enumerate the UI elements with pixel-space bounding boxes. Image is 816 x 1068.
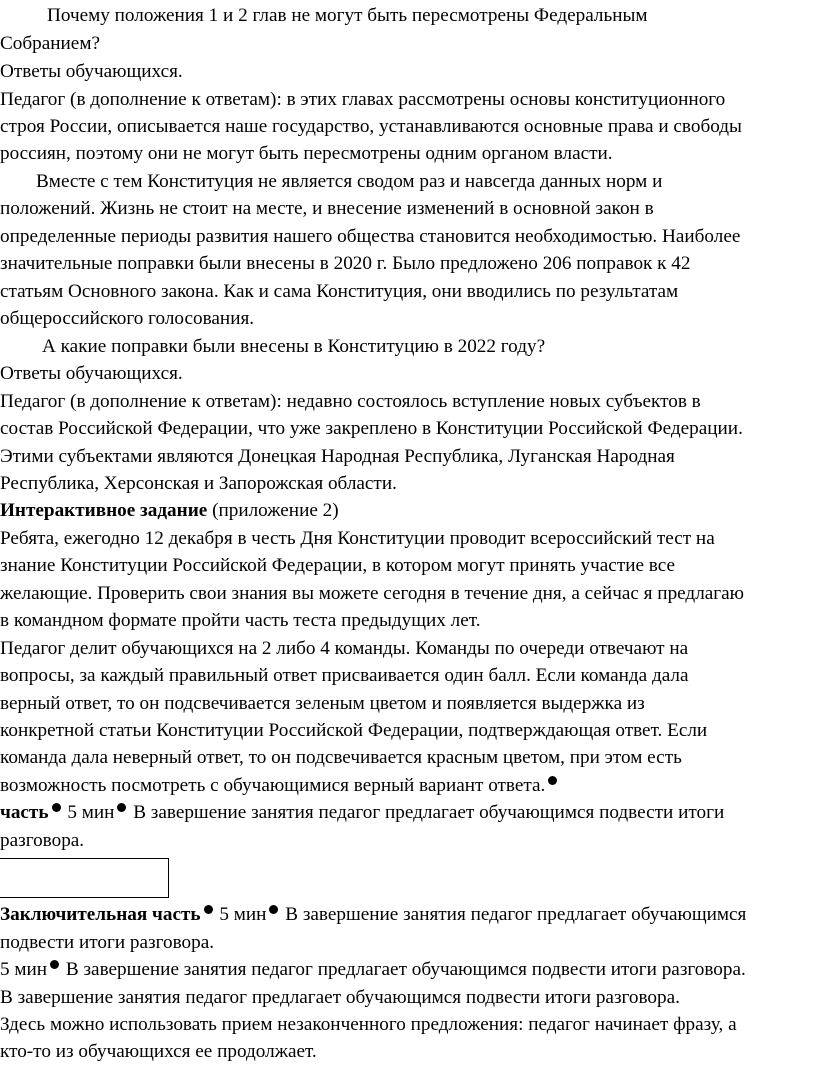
- bullet-icon: [548, 776, 557, 785]
- question-1-cont: Собранием?: [0, 33, 100, 54]
- bullet-icon: [204, 905, 213, 914]
- task-rules-line2: вопросы, за каждый правильный ответ присваивается один балл. Если команда дала: [0, 665, 689, 686]
- task-intro-line3: желающие. Проверить свои знания вы можете сегодня в течение дня, а сейчас я предлагаю: [0, 583, 745, 604]
- conclusion-title: Заключительная часть: [0, 904, 201, 925]
- student-answers-1: Ответы обучающихся.: [0, 61, 183, 82]
- unfinished-sentence-method: Здесь можно использовать прием незаконченного предложения: педагог начинает фразу, а: [0, 1014, 737, 1035]
- conclusion-fragment-2: 5 мин В завершение занятия педагог предлагает обучающимся подвести итоги разговора.: [0, 959, 746, 980]
- teacher-note-1-line3: россиян, поэтому они не могут быть пересмотрены одним органом власти.: [0, 143, 613, 164]
- task-rules-line6: возможность посмотреть с обучающимися верный вариант ответа.: [0, 772, 559, 799]
- conclusion-fragment-1-line2: разговора.: [0, 830, 85, 851]
- bullet-icon: [117, 803, 126, 812]
- task-intro-line2: знание Конституции Российской Федерации, в котором могут принять участие все: [0, 555, 676, 576]
- paragraph-amendments: Вместе с тем Конституция не является сводом раз и навсегда данных норм и: [36, 171, 663, 192]
- task-rules-line3: верный ответ, то он подсвечивается зеленым цветом и появляется выдержка из: [0, 693, 645, 714]
- bullet-icon: [269, 905, 278, 914]
- paragraph-amendments-line3: определенные периоды развития нашего общества становится необходимостью. Наиболее: [0, 226, 741, 247]
- conclusion-heading: Заключительная часть 5 мин В завершение занятия педагог предлагает обучающимся: [0, 904, 747, 925]
- task-intro: Ребята, ежегодно 12 декабря в честь Дня Конституции проводит всероссийский тест на: [0, 528, 715, 549]
- student-answers-2: Ответы обучающихся.: [0, 363, 183, 384]
- empty-table-cell: [0, 858, 169, 898]
- teacher-note-1-line2: строя России, описывается наше государство, устанавливаются основные права и свободы: [0, 116, 742, 137]
- teacher-note-2-line3: Этими субъектами являются Донецкая Народная Республика, Луганская Народная: [0, 446, 675, 467]
- teacher-note-2: Педагог (в дополнение к ответам): недавно состоялось вступление новых субъектов в: [0, 391, 701, 412]
- question-2: А какие поправки были внесены в Конституцию в 2022 году?: [42, 336, 546, 357]
- task-rules-line5: команда дала неверный ответ, то он подсвечивается красным цветом, при этом есть: [0, 747, 682, 768]
- conclusion-fragment-3: В завершение занятия педагог предлагает обучающимся подвести итоги разговора.: [0, 987, 680, 1008]
- teacher-note-2-line4: Республика, Херсонская и Запорожская области.: [0, 473, 397, 494]
- paragraph-amendments-line2: положений. Жизнь не стоит на месте, и внесение изменений в основной закон в: [0, 198, 654, 219]
- question-1: Почему положения 1 и 2 глав не могут быть пересмотрены Федеральным: [47, 5, 648, 26]
- teacher-note-1: Педагог (в дополнение к ответам): в этих главах рассмотрены основы конституционного: [0, 89, 726, 110]
- bullet-icon: [52, 803, 61, 812]
- task-rules-line4: конкретной статьи Конституции Российской Федерации, подтверждающая ответ. Если: [0, 720, 708, 741]
- bullet-icon: [50, 960, 59, 969]
- paragraph-amendments-line4: значительные поправки были внесены в 2020 г. Было предложено 206 поправок к 42: [0, 253, 691, 274]
- paragraph-amendments-line5: статьям Основного закона. Как и сама Конституция, они вводились по результатам: [0, 281, 679, 302]
- conclusion-heading-line2: подвести итоги разговора.: [0, 932, 215, 953]
- interactive-task-title: Интерактивное задание: [0, 500, 208, 521]
- task-rules: Педагог делит обучающихся на 2 либо 4 команды. Команды по очереди отвечают на: [0, 638, 689, 659]
- interactive-task-heading: [0, 497, 339, 524]
- paragraph-amendments-line6: общероссийского голосования.: [0, 308, 255, 329]
- conclusion-fragment-1: часть 5 мин В завершение занятия педагог предлагает обучающимся подвести итоги: [0, 802, 725, 823]
- interactive-task-appendix: (приложение 2): [207, 500, 339, 521]
- task-intro-line4: в командном формате пройти часть теста предыдущих лет.: [0, 610, 481, 631]
- unfinished-sentence-method-line2: кто-то из обучающихся ее продолжает.: [0, 1041, 317, 1062]
- teacher-note-2-line2: состав Российской Федерации, что уже закреплено в Конституции Российской Федерации.: [0, 418, 743, 439]
